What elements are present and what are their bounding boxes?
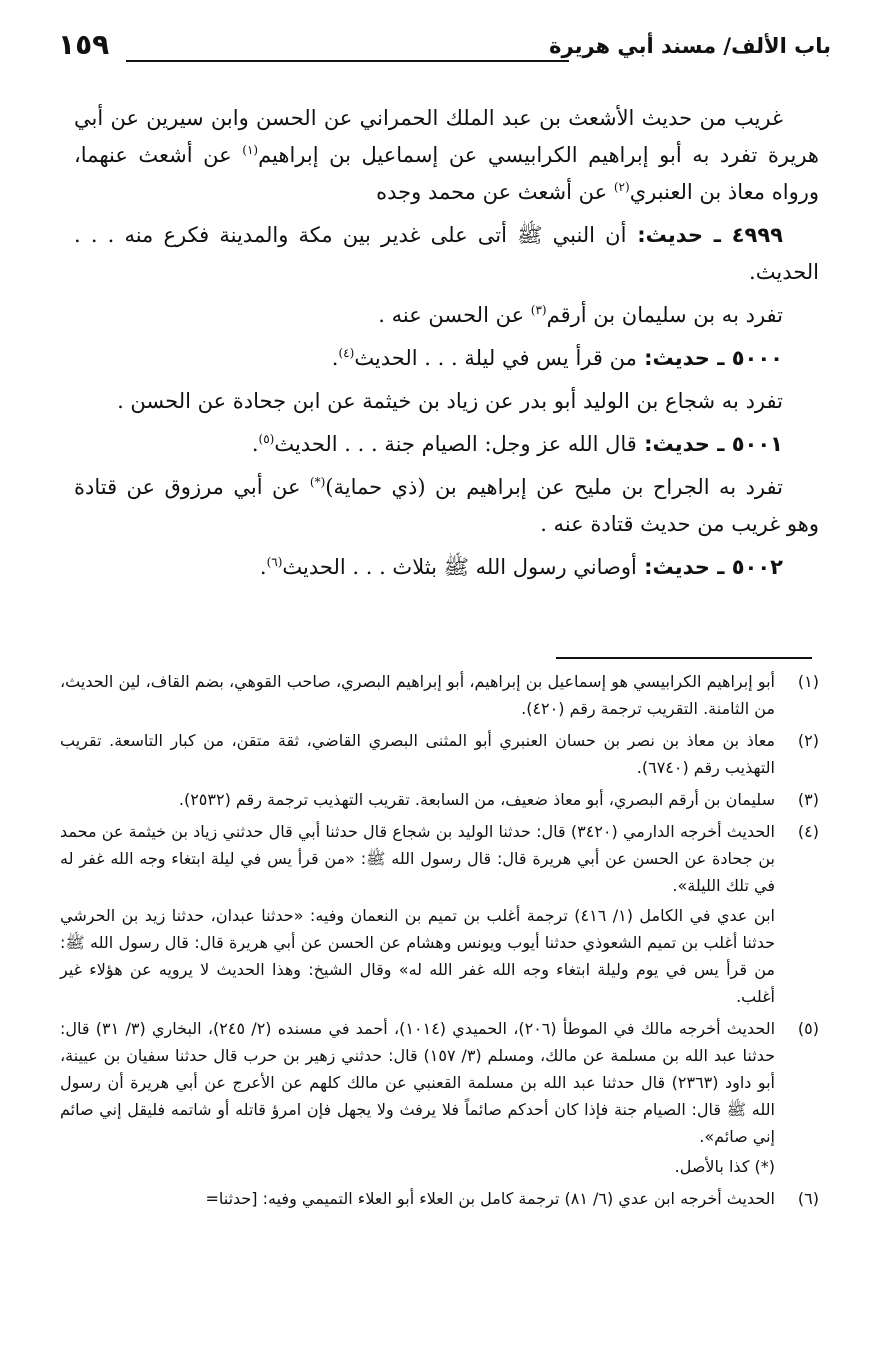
page-number: ١٥٩ [58,28,110,61]
footnote-text: سليمان بن أرقم البصري، أبو معاذ ضعيف، من السابعة. تقريب التهذيب ترجمة رقم (٢٥٣٢). [178,790,775,809]
hadith-entry-5002 [74,549,819,586]
footnote-3 [60,786,821,813]
hadith-end: . [331,346,339,370]
footnote-ref: (٣) [530,303,547,317]
page-header [48,28,831,68]
hadith-entry-5001 [74,426,819,463]
running-head: باب الألف/ مسند أبي هريرة [549,34,831,58]
hadith-number: ٥٠٠١ [731,432,783,456]
hadith-end: . [251,432,259,456]
paragraph-note-5001 [74,469,819,543]
hadith-label: ـ حديث: [636,432,732,456]
footnote-separator [556,657,812,659]
footnote-marker: (٤) [797,822,819,841]
footnote-text: الحديث أخرجه مالك في الموطأ (٢٠٦)، الحميدي (١٠١٤)، أحمد في مسنده (٢/ ٢٤٥)، البخاري (٣/ ٣١) قال: حدثنا عبد الله بن مسلمة عن مالك، ومسلم (٣/ ١٥٧) قال: حدثني زهير بن حرب قال حدثنا سفيان بن عيينة، أبو داود (٢٣٦٣) قال حدثنا عبد الله بن مسلمة القعنبي عن مالك كلهم عن الأعرج عن أبي هريرة أن رسول الله ﷺ قال: الصيام جنة فإذا كان أحدكم صائماً فلا يرفث ولا يجهل فإن امرؤ قاتله أو شاتمه فليقل إني صائم إني صائم». [60,1019,776,1146]
paragraph-intro [74,100,819,211]
main-text [74,100,819,592]
hadith-end: . [259,555,267,579]
paragraph-text: غريب من حديث الأشعث بن عبد الملك الحمراني عن الحسن وابن سيرين عن أبي هريرة تفرد به أبو إبراهيم الكرابيسي عن إسماعيل بن إبراهيم [74,106,819,167]
hadith-text: قال الله عز وجل: الصيام جنة . . . الحديث [274,432,637,456]
footnote-ref: (٤) [338,346,355,360]
paragraph-text: عن أشعث عن محمد وجده [376,180,614,204]
hadith-label: ـ حديث: [626,223,732,247]
footnote-ref: (٦) [266,555,283,569]
footnote-text: أبو إبراهيم الكرابيسي هو إسماعيل بن إبراهيم، أبو إبراهيم البصري، صاحب القوهي، بضم القاف، لين الحديث، من الثامنة. التقريب ترجمة رقم (٤٢٠). [60,672,775,718]
footnotes [60,668,821,1217]
footnote-ref: (*) [309,475,326,489]
footnote-5 [60,1015,821,1180]
footnote-marker: (١) [797,672,819,691]
footnote-text: الحديث أخرجه الدارمي (٣٤٢٠) قال: حدثنا الوليد بن شجاع قال حدثنا أبي قال حدثني زياد بن خيثمة عن محمد بن جحادة عن الحسن عن أبي هريرة قال: قال رسول الله ﷺ: «من قرأ يس في ليلة ابتغاء وجه الله غفر له في تلك الليلة». [60,822,775,895]
footnote-text: معاذ بن معاذ بن نصر بن حسان العنبري أبو المثنى البصري القاضي، ثقة متقن، من كبار التاسعة. تقريب التهذيب رقم (٦٧٤٠). [60,731,775,777]
hadith-entry-5000 [74,340,819,377]
footnote-marker: (٥) [797,1019,819,1038]
paragraph-note-4999 [74,297,819,334]
footnote-ref: (١) [242,143,259,157]
hadith-entry-4999 [74,217,819,291]
paragraph-text: عن أبي مرزوق عن قتادة وهو غريب من حديث قتادة عنه . [74,475,819,536]
footnote-marker: (٢) [797,731,819,750]
paragraph-text: تفرد به بن سليمان بن أرقم [546,303,783,327]
footnote-6 [60,1185,821,1212]
hadith-label: ـ حديث: [636,346,732,370]
footnote-text: الحديث أخرجه ابن عدي (٦/ ٨١) ترجمة كامل بن العلاء أبو العلاء التميمي وفيه: [حدثنا= [205,1189,775,1208]
footnote-text: ابن عدي في الكامل (١/ ٤١٦) ترجمة أغلب بن تميم بن النعمان وفيه: «حدثنا عبدان، حدثنا زيد بن الحرشي حدثنا أغلب بن تميم الشعوذي حدثنا أيوب ويونس وهشام عن الحسن عن أبي هريرة قال: قال رسول الله ﷺ: من قرأ يس في يوم وليلة ابتغاء وجه الله غفر الله له» وقال الشيخ: وهذا الحديث لا يرويه عن هؤلاء غير أغلب. [60,906,776,1006]
paragraph-text: عن أشعث عنهما، ورواه معاذ بن العنبري [74,143,819,204]
paragraph-text: تفرد به الجراح بن مليح عن إبراهيم بن (ذي حماية) [325,475,783,499]
hadith-text: من قرأ يس في ليلة . . . الحديث [354,346,637,370]
hadith-label: ـ حديث: [636,555,732,579]
hadith-number: ٥٠٠٠ [731,346,783,370]
paragraph-text: عن الحسن عنه . [378,303,531,327]
footnote-2 [60,727,821,781]
hadith-number: ٥٠٠٢ [731,555,783,579]
footnote-4 [60,818,821,1010]
footnote-1 [60,668,821,722]
footnote-marker: (٦) [797,1189,819,1208]
paragraph-note-5000: تفرد به شجاع بن الوليد أبو بدر عن زياد بن خيثمة عن ابن جحادة عن الحسن . [117,389,783,413]
hadith-number: ٤٩٩٩ [731,223,784,247]
footnote-ref: (٢) [613,180,630,194]
footnote-star: (*) كذا بالأصل. [674,1157,775,1176]
hadith-text: أوصاني رسول الله ﷺ بثلاث . . . الحديث [282,555,637,579]
footnote-marker: (٣) [797,790,819,809]
footnote-ref: (٥) [258,432,275,446]
hadith-text: أن النبي ﷺ أتى على غدير بين مكة والمدينة فكرع منه . . . الحديث. [74,223,819,284]
header-rule [126,60,569,62]
